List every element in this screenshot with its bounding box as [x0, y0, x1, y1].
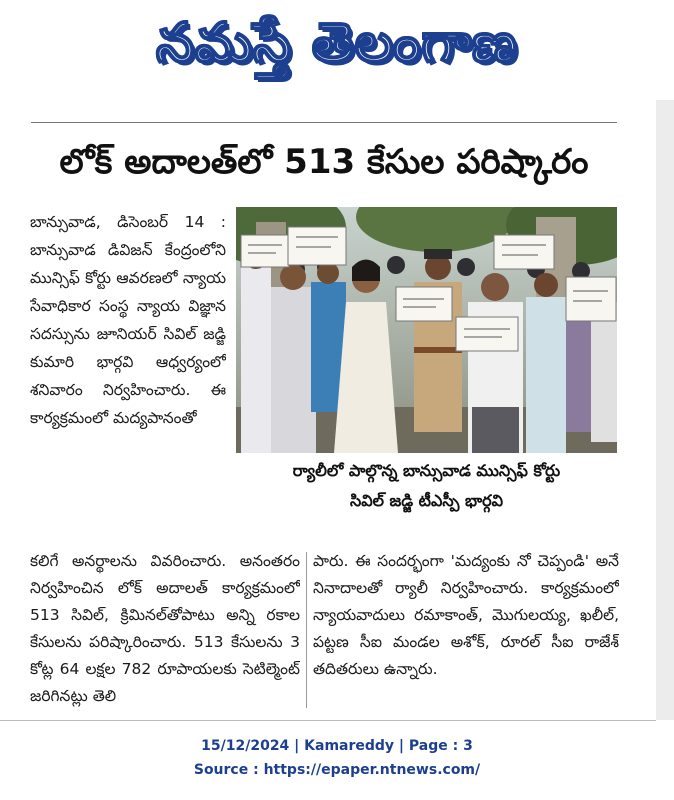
footer-date-edition: 15/12/2024 | Kamareddy | Page : 3	[201, 738, 473, 754]
article-headline: లోక్ అదాలత్‌లో 513 కేసుల పరిష్కారం	[59, 142, 589, 182]
headline-top-rule	[31, 122, 617, 123]
page-edge-bar	[656, 100, 674, 720]
article-column-left: కలిగే అనర్థాలను వివరించారు. అనంతరం నిర్వహించిన లోక్ అదాలత్ కార్యక్రమంలో 513 సివిల్, క్రిమినల్‌తోపాటు అన్ని రకాల కేసులను పరిష్కారించారు. 513 కేసులను 3 కోట్ల 64 లక్షల 782 రూపాయలకు సెటిల్మెంట్ జరిగినట్లు తెలి	[30, 552, 300, 705]
article-lead-text: బాన్సువాడ, డిసెంబర్ 14 : బాన్సువాడ డివిజన్ కేంద్రంలోని మున్సిఫ్ కోర్టు ఆవరణలో న్యాయ సేవాధికార సంస్థ న్యాయ విజ్ఞాన సదస్సును జూనియర్ సివిల్ జడ్జి కుమారి భార్గవి ఆధ్వర్యంలో శనివారం నిర్వహించారు. ఈ కార్యక్రమంలో మద్యపానంతో	[30, 213, 226, 427]
rally-photo	[236, 207, 617, 453]
page-footer	[0, 734, 674, 782]
footer-rule	[0, 720, 656, 721]
article-column-right: పారు. ఈ సందర్భంగా 'మద్యంకు నో చెప్పండి' అనే నినాదాలతో ర్యాలీ నిర్వహించారు. కార్యక్రమంలో న్యాయవాదులు రమాకాంత్, మొగులయ్య, ఖలీల్, పట్టణ సీఐ మండల అశోక్, రూరల్ సీఐ రాజేశ్ తదితరులు ఉన్నారు.	[313, 552, 619, 678]
rally-photo-illustration	[236, 207, 617, 453]
newspaper-masthead	[0, 4, 674, 82]
photo-caption-line2: సివిల్ జడ్జి టీఎస్పీ భార్గవి	[350, 491, 503, 510]
photo-caption	[236, 456, 617, 520]
column-divider	[306, 552, 307, 708]
footer-source: Source : https://epaper.ntnews.com/	[193, 762, 481, 778]
photo-caption-line1: ర్యాలీలో పాల్గొన్న బాన్సువాడ మున్సిఫ్ కోర్టు	[292, 461, 561, 480]
masthead-title: నమస్తే తెలంగాణ	[156, 11, 518, 74]
